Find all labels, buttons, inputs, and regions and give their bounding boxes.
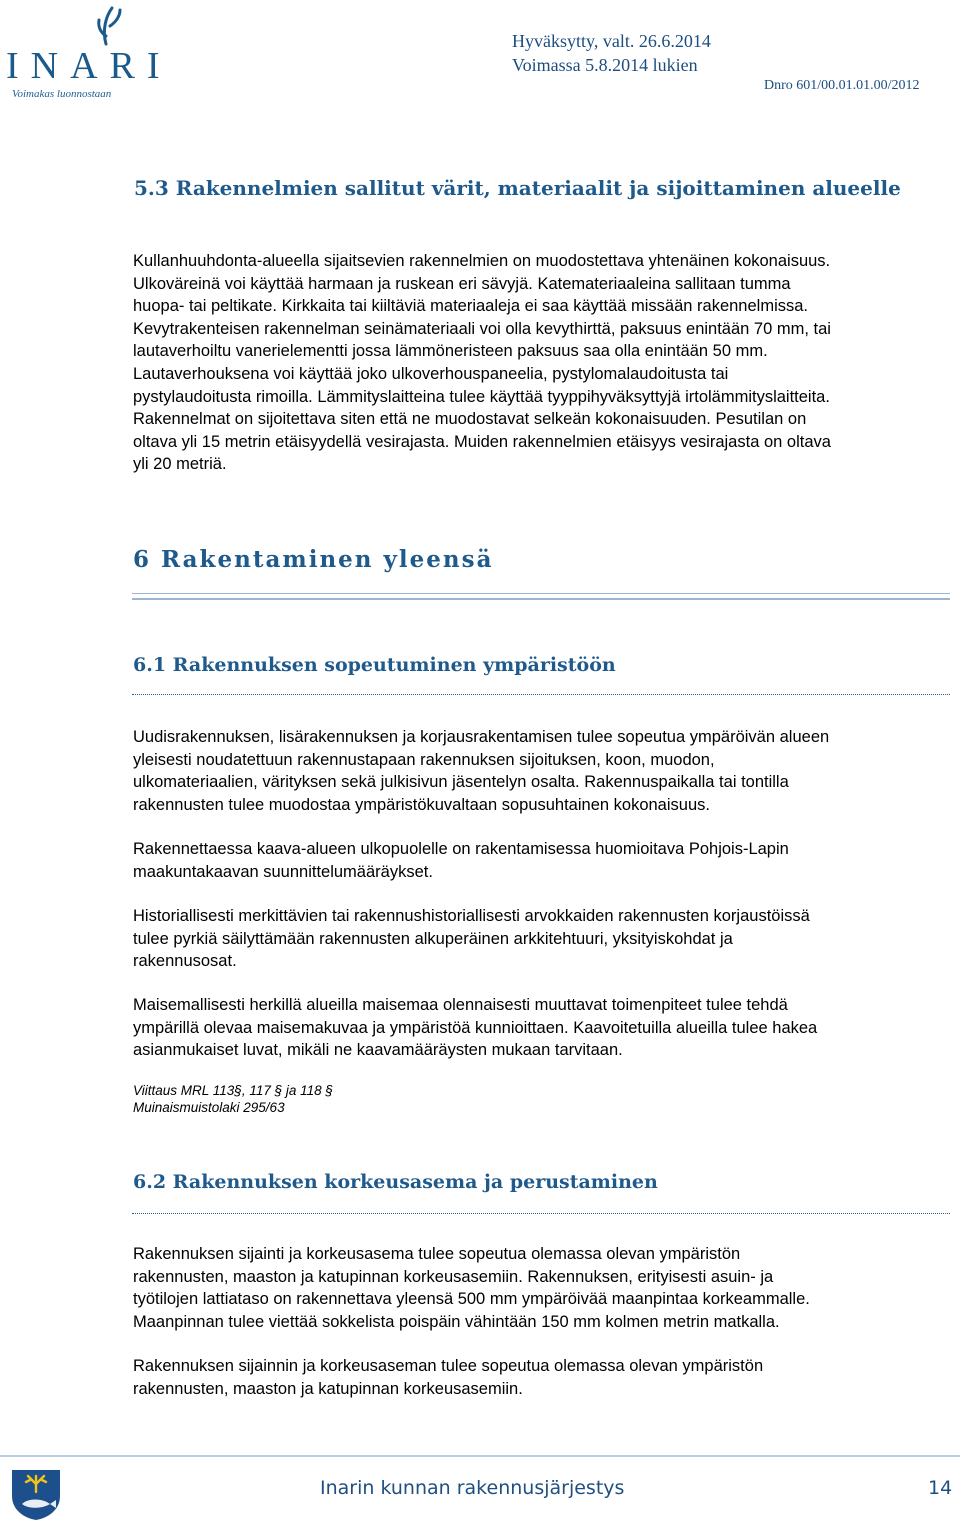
- footer-document-title: Inarin kunnan rakennusjärjestys: [320, 1477, 625, 1499]
- text-line: Historiallisesti merkittävien tai rakennushistoriallisesti arvokkaiden rakennusten korjaustöissä: [133, 907, 810, 925]
- municipal-crest-icon: [8, 1466, 64, 1522]
- section-5-3-paragraph: [133, 250, 831, 476]
- text-line: lautaverhoiltu vanerielementti jossa lämmöneristeen paksuus saa olla enintään 50 mm.: [133, 342, 768, 361]
- legal-references: [133, 1082, 333, 1116]
- text-line: Maisemallisesti herkillä alueilla maisemaa olennaisesti muuttavat toimenpiteet tulee tehdä: [133, 996, 788, 1014]
- page-number: 14: [928, 1477, 953, 1499]
- section-5-3-heading: 5.3 Rakennelmien sallitut värit, materiaalit ja sijoittaminen alueelle: [134, 176, 901, 200]
- text-line: yli 20 metriä.: [133, 455, 227, 474]
- text-line: Ulkoväreinä voi käyttää harmaan ja ruskean eri sävyjä. Katemateriaaleina sallitaan tumma: [133, 274, 791, 293]
- text-line: Kevytrakenteisen rakennelman seinämateriaali voi olla kevythirttä, paksuus enintään 70 mm, tai: [133, 319, 831, 338]
- text-line: rakennusten, maaston ja katupinnan korkeusasemiin. Rakennuksen, erityisesti asuin- ja: [133, 1267, 774, 1286]
- text-line: Uudisrakennuksen, lisärakennuksen ja korjausrakentamisen tulee sopeutua ympäröivän alueen: [133, 728, 830, 746]
- text-line: rakennusten tulee muodostaa ympäristökuvaltaan sopusuhtainen kokonaisuus.: [133, 795, 710, 814]
- validity-date: Voimassa 5.8.2014 lukien: [512, 55, 698, 75]
- heading-divider: [132, 598, 950, 600]
- text-line: työtilojen lattiataso on rakennettava yleensä 500 mm ympäröivää maanpintaa korkeammalle.: [133, 1290, 810, 1309]
- section-6-heading: 6 Rakentaminen yleensä: [133, 546, 494, 573]
- text-line: Rakennelmat on sijoitettava siten että ne muodostavat selkeän kokonaisuuden. Pesutilan on: [133, 410, 807, 429]
- record-number: Dnro 601/00.01.01.00/2012: [764, 78, 920, 93]
- text-line: oltava yli 15 metrin etäisyydellä vesirajasta. Muiden rakennelmien etäisyys vesirajasta on oltava: [133, 432, 831, 451]
- logo-motto: Voimakas luonnostaan: [12, 88, 112, 100]
- text-line: Rakennuksen sijainti ja korkeusasema tulee sopeutua olemassa olevan ympäristön: [133, 1245, 741, 1263]
- heading-divider: [132, 593, 950, 594]
- reference-line: Viittaus MRL 113§, 117 § ja 118 §: [133, 1083, 333, 1098]
- section-6-1-heading: 6.1 Rakennuksen sopeutuminen ympäristöön: [133, 654, 616, 676]
- section-6-1-paragraph-1: [133, 726, 829, 816]
- text-line: Kullanhuuhdonta-alueella sijaitsevien rakennelmien on muodostettava yhtenäinen kokonaisuus.: [133, 252, 831, 270]
- section-6-1-paragraph-3: [133, 905, 810, 973]
- text-line: Maanpinnan tulee viettää sokkelista poispäin vähintään 150 mm kolmen metrin matkalla.: [133, 1312, 780, 1331]
- heading-underline: [132, 694, 950, 695]
- text-line: huopa- tai peltikate. Kirkkaita tai kiiltäviä materiaaleja ei saa käyttää missään rakennelmissa.: [133, 297, 808, 316]
- logo-wordmark: INARI: [6, 45, 172, 87]
- section-6-2-heading: 6.2 Rakennuksen korkeusasema ja perustaminen: [133, 1171, 658, 1193]
- text-line: tulee pyrkiä säilyttämään rakennusten alkuperäinen arkkitehtuuri, yksityiskohdat ja: [133, 929, 733, 948]
- section-6-2-paragraph-2: [133, 1355, 763, 1400]
- text-line: ympärillä olevaa maisemakuvaa ja ympäristöä kunnioittaen. Kaavoitetuilla alueilla tulee hakea: [133, 1018, 818, 1037]
- section-6-1-paragraph-4: [133, 994, 817, 1062]
- section-6-1-paragraph-2: [133, 838, 789, 883]
- footer-divider: [0, 1455, 960, 1457]
- reference-line: Muinaismuistolaki 295/63: [133, 1100, 285, 1115]
- text-line: Rakennettaessa kaava-alueen ulkopuolelle on rakentamisessa huomioitava Pohjois-Lapin: [133, 840, 789, 858]
- text-line: rakennusten, maaston ja katupinnan korkeusasemiin.: [133, 1379, 523, 1398]
- approval-date: Hyväksytty, valt. 26.6.2014: [512, 31, 711, 51]
- text-line: pystylaudoitusta rimoilla. Lämmityslaitteina tulee käyttää tyyppihyväksyttyjä irtolämmityslaitteita.: [133, 387, 830, 406]
- section-6-2-paragraph-1: [133, 1243, 810, 1333]
- text-line: Rakennuksen sijainnin ja korkeusaseman tulee sopeutua olemassa olevan ympäristön: [133, 1357, 764, 1375]
- text-line: ulkomateriaalien, värityksen sekä julkisivun jäsentelyn osalta. Rakennuspaikalla tai tontilla: [133, 773, 789, 792]
- text-line: maakuntakaavan suunnittelumääräykset.: [133, 862, 433, 881]
- heading-underline: [132, 1213, 950, 1214]
- text-line: yleisesti noudatettuun rakennustapaan rakennuksen sijoituksen, koon, muodon,: [133, 750, 715, 769]
- text-line: asianmukaiset luvat, mikäli ne kaavamääräysten mukaan tarvitaan.: [133, 1041, 623, 1060]
- text-line: Lautaverhouksena voi käyttää joko ulkoverhouspaneelia, pystylomalaudoitusta tai: [133, 364, 729, 383]
- reindeer-antler-icon: [99, 8, 120, 44]
- text-line: rakennusosat.: [133, 952, 237, 971]
